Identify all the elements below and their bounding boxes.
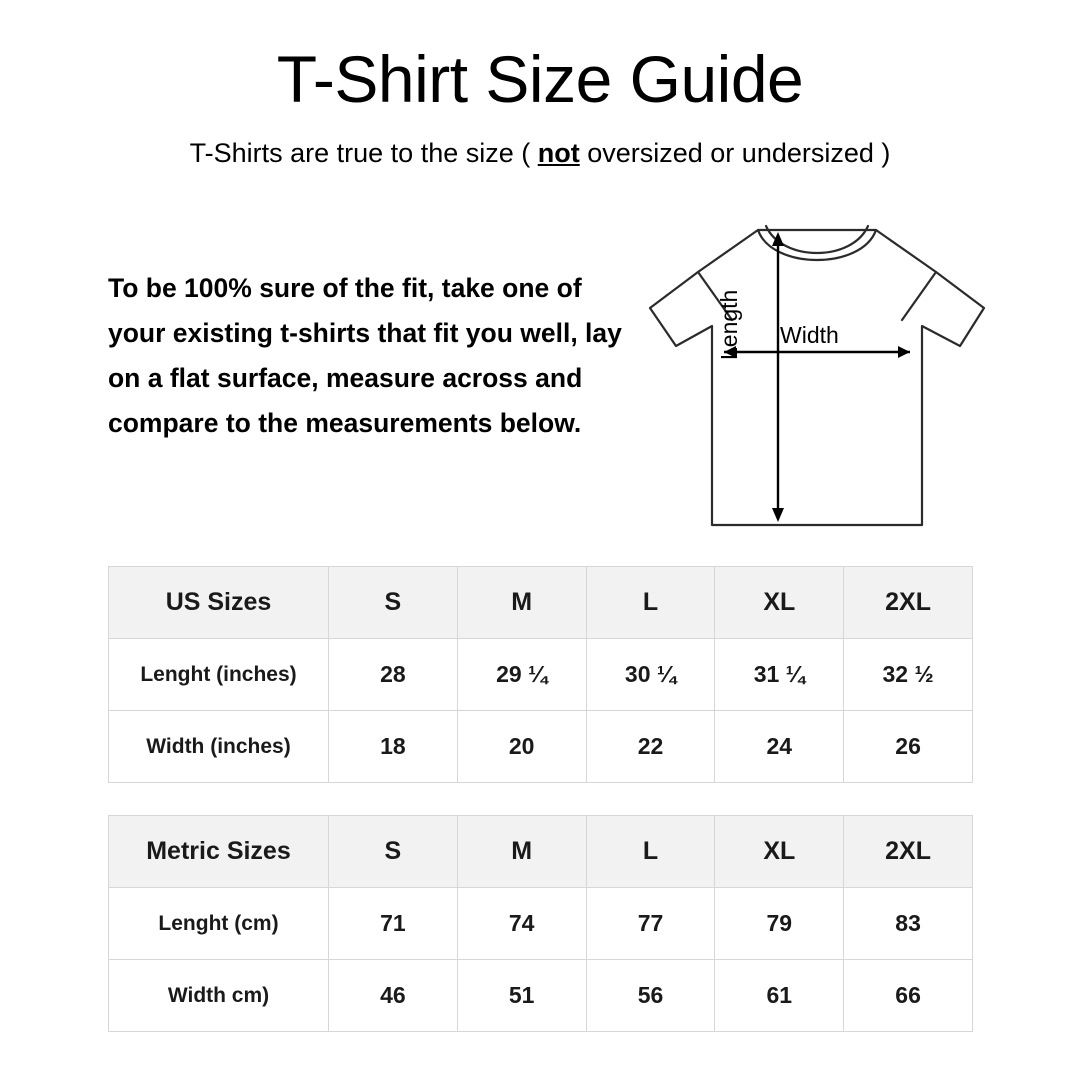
page-title: T-Shirt Size Guide [276,42,804,116]
row-label: Width cm) [109,960,329,1032]
table-row [109,888,973,960]
table-cell: 74 [457,888,586,960]
t-shirt-diagram [640,200,1010,540]
row-label: Width (inches) [109,711,329,783]
column-header: S [329,816,458,888]
table-cell: 22 [586,711,715,783]
column-header: Metric Sizes [109,816,329,888]
column-header: 2XL [844,816,973,888]
subtitle-text-before: T-Shirts are true to the size ( [189,138,538,168]
table-cell: 32 ½ [844,639,973,711]
column-header: S [329,567,458,639]
column-header: M [457,567,586,639]
subtitle-emphasis: not [537,138,580,168]
row-label: Lenght (cm) [109,888,329,960]
column-header: L [586,567,715,639]
column-header: US Sizes [109,567,329,639]
row-label: Lenght (inches) [109,639,329,711]
table-cell: 46 [329,960,458,1032]
table-cell: 77 [586,888,715,960]
column-header: 2XL [844,567,973,639]
column-header: M [457,816,586,888]
column-header: XL [715,816,844,888]
subtitle-text-after: oversized or undersized ) [579,138,891,168]
column-header: L [586,816,715,888]
page-subtitle [0,136,1080,170]
table-cell: 31 ¼ [715,639,844,711]
table-row [109,960,973,1032]
table-row [109,639,973,711]
table-cell: 51 [457,960,586,1032]
column-header: XL [715,567,844,639]
diagram-width-label: Width [780,322,839,348]
table-cell: 56 [586,960,715,1032]
table-cell: 61 [715,960,844,1032]
table-cell: 30 ¼ [586,639,715,711]
table-cell: 83 [844,888,973,960]
metric-sizes-table [108,815,973,1032]
table-header-row [109,816,973,888]
table-row [109,711,973,783]
fit-instructions: To be 100% sure of the fit, take one of your existing t-shirts that fit you well, lay on a flat surface, measure across and compare to the measurements below. [108,273,622,438]
t-shirt-outline-icon [640,200,1010,540]
table-cell: 20 [457,711,586,783]
diagram-length-label: Length [716,289,742,360]
table-cell: 26 [844,711,973,783]
table-cell: 29 ¼ [457,639,586,711]
table-cell: 18 [329,711,458,783]
table-cell: 28 [329,639,458,711]
us-sizes-table [108,566,973,783]
table-cell: 71 [329,888,458,960]
table-cell: 66 [844,960,973,1032]
table-header-row [109,567,973,639]
table-cell: 24 [715,711,844,783]
table-cell: 79 [715,888,844,960]
